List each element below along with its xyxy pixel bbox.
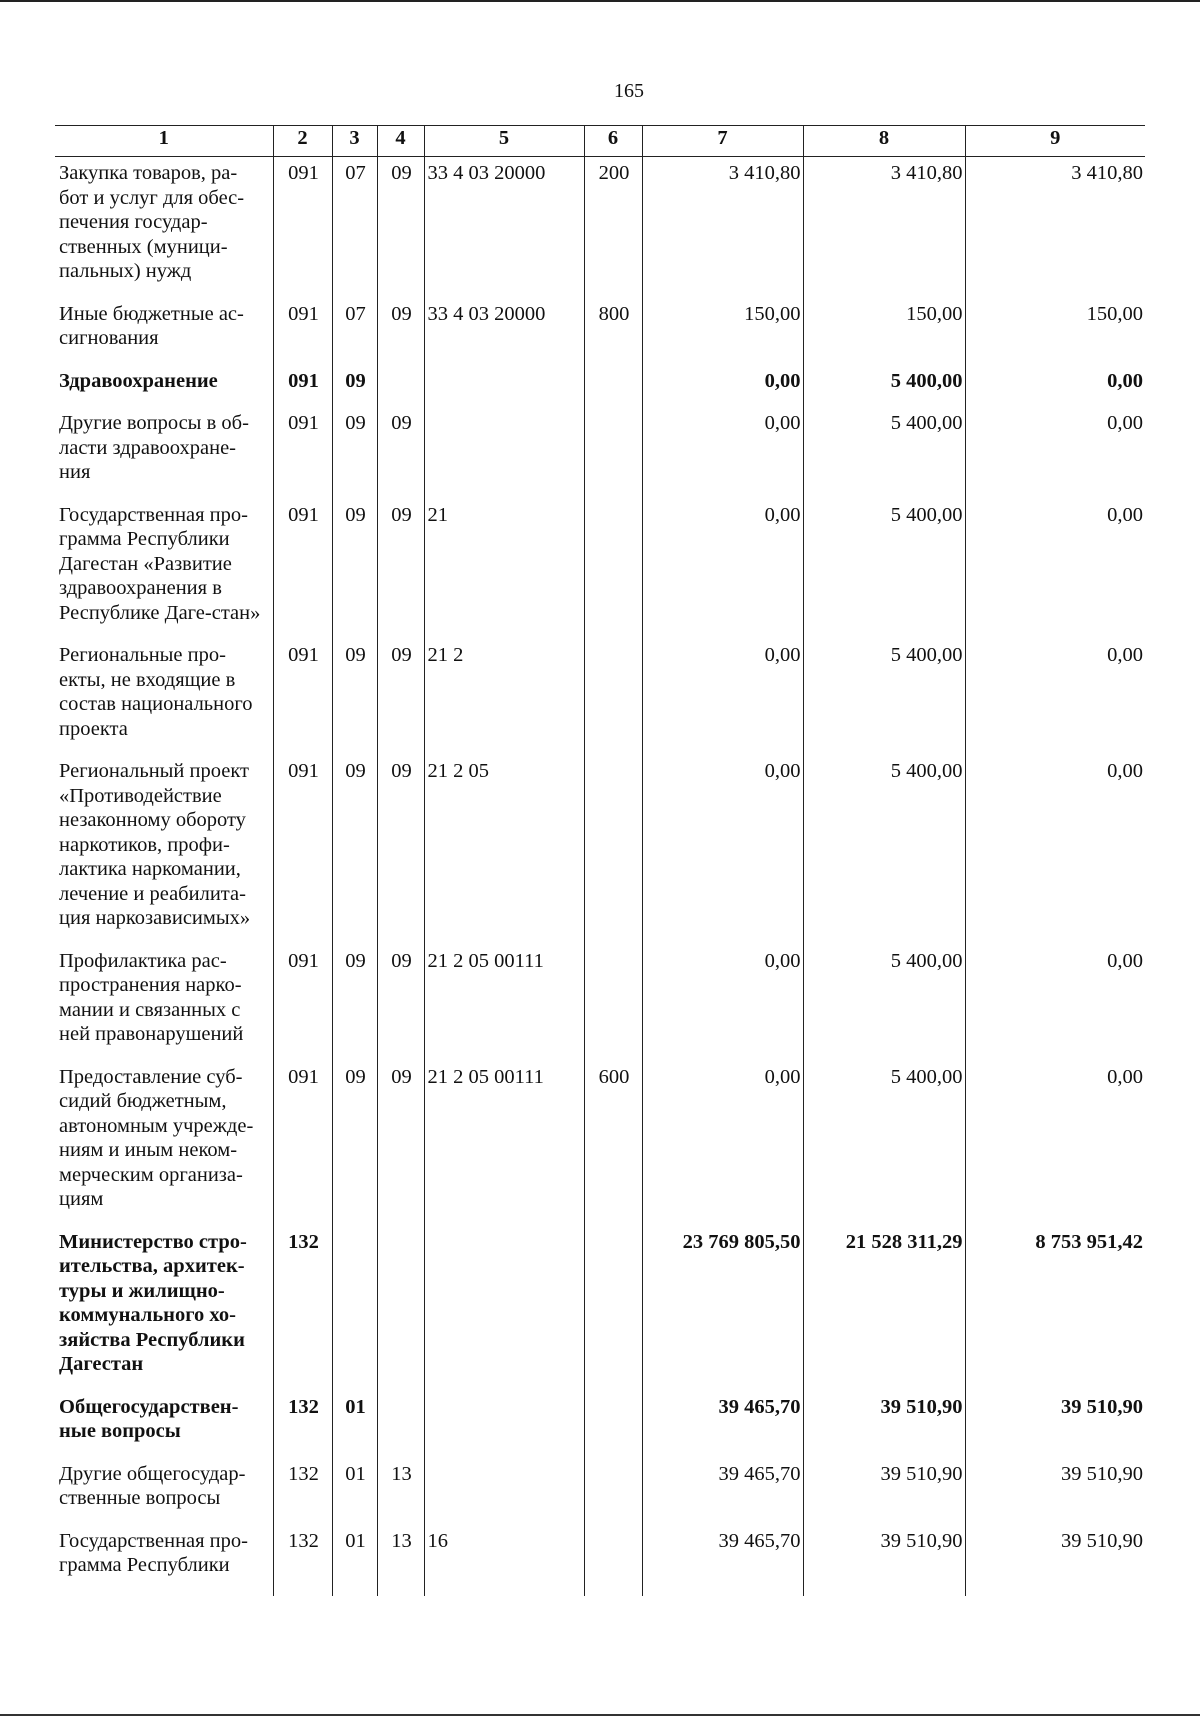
row-subsection-code: 09 xyxy=(377,411,424,503)
table-row xyxy=(55,1395,1145,1462)
row-amount-col7: 0,00 xyxy=(642,1065,803,1230)
row-amount-col9: 0,00 xyxy=(965,411,1145,503)
row-section-code: 01 xyxy=(332,1395,377,1462)
table-row xyxy=(55,759,1145,949)
row-amount-col8: 5 400,00 xyxy=(803,503,965,644)
row-name: Здравоохранение xyxy=(59,369,218,392)
row-subsection-code: 09 xyxy=(377,759,424,949)
table-row xyxy=(55,1230,1145,1395)
budget-table xyxy=(55,125,1145,1596)
row-admin-code: 091 xyxy=(273,503,332,644)
row-target-code xyxy=(424,411,584,503)
row-amount-col8: 21 528 311,29 xyxy=(803,1230,965,1395)
row-section-code: 09 xyxy=(332,369,377,412)
row-subsection-code: 09 xyxy=(377,949,424,1065)
column-header-7: 7 xyxy=(642,126,803,157)
row-amount-col8: 5 400,00 xyxy=(803,1065,965,1230)
row-expense-type xyxy=(584,503,642,644)
table-row xyxy=(55,1529,1145,1596)
row-expense-type xyxy=(584,643,642,759)
row-amount-col9: 39 510,90 xyxy=(965,1395,1145,1462)
row-amount-col8: 3 410,80 xyxy=(803,157,965,302)
row-amount-col7: 0,00 xyxy=(642,759,803,949)
row-target-code xyxy=(424,1462,584,1529)
row-section-code: 09 xyxy=(332,411,377,503)
row-amount-col9: 39 510,90 xyxy=(965,1529,1145,1596)
table-row xyxy=(55,369,1145,412)
row-amount-col7: 23 769 805,50 xyxy=(642,1230,803,1395)
row-amount-col9: 0,00 xyxy=(965,759,1145,949)
row-subsection-code: 09 xyxy=(377,643,424,759)
row-expense-type: 600 xyxy=(584,1065,642,1230)
row-target-code: 21 2 05 00111 xyxy=(424,949,584,1065)
row-amount-col7: 0,00 xyxy=(642,369,803,412)
row-subsection-code: 09 xyxy=(377,157,424,302)
row-name: Другие вопросы в об-ласти здравоохране-ния xyxy=(59,412,249,483)
row-expense-type xyxy=(584,1230,642,1395)
row-name: Другие общегосудар-ственные вопросы xyxy=(59,1462,246,1509)
row-name: Региональный проект «Противодействие незаконному обороту наркотиков, профи-лактика наркомании, лечение и реабилита-ция наркозависимых» xyxy=(59,760,251,929)
row-admin-code: 091 xyxy=(273,759,332,949)
row-expense-type: 200 xyxy=(584,157,642,302)
row-amount-col8: 39 510,90 xyxy=(803,1395,965,1462)
row-expense-type xyxy=(584,411,642,503)
row-name: Общегосударствен-ные вопросы xyxy=(59,1395,239,1442)
row-section-code: 09 xyxy=(332,949,377,1065)
row-amount-col8: 5 400,00 xyxy=(803,759,965,949)
row-expense-type xyxy=(584,949,642,1065)
header-row xyxy=(55,126,1145,157)
column-header-3: 3 xyxy=(332,126,377,157)
row-amount-col9: 0,00 xyxy=(965,503,1145,644)
row-expense-type: 800 xyxy=(584,302,642,369)
row-subsection-code: 13 xyxy=(377,1529,424,1596)
row-section-code: 09 xyxy=(332,759,377,949)
table-row xyxy=(55,1462,1145,1529)
row-target-code: 21 xyxy=(424,503,584,644)
row-amount-col7: 0,00 xyxy=(642,949,803,1065)
scan-top-border xyxy=(0,0,1200,2)
row-admin-code: 091 xyxy=(273,157,332,302)
row-expense-type xyxy=(584,1529,642,1596)
row-name: Государственная про-грамма Республики xyxy=(59,1529,248,1576)
row-name: Министерство стро-ительства, архитек-туры и жилищно-коммунального хо-зяйства Республики Дагестан xyxy=(59,1230,247,1375)
row-subsection-code: 09 xyxy=(377,302,424,369)
row-expense-type xyxy=(584,759,642,949)
row-subsection-code: 09 xyxy=(377,1065,424,1230)
row-admin-code: 091 xyxy=(273,1065,332,1230)
row-section-code: 01 xyxy=(332,1529,377,1596)
row-amount-col7: 0,00 xyxy=(642,643,803,759)
row-amount-col8: 5 400,00 xyxy=(803,949,965,1065)
row-expense-type xyxy=(584,369,642,412)
row-admin-code: 091 xyxy=(273,302,332,369)
row-section-code: 01 xyxy=(332,1462,377,1529)
row-name: Иные бюджетные ас-сигнования xyxy=(59,302,244,349)
row-section-code: 09 xyxy=(332,1065,377,1230)
row-subsection-code: 13 xyxy=(377,1462,424,1529)
table-row xyxy=(55,503,1145,644)
row-amount-col9: 3 410,80 xyxy=(965,157,1145,302)
row-section-code xyxy=(332,1230,377,1395)
row-amount-col8: 5 400,00 xyxy=(803,411,965,503)
row-target-code: 33 4 03 20000 xyxy=(424,157,584,302)
row-section-code: 09 xyxy=(332,503,377,644)
row-amount-col9: 8 753 951,42 xyxy=(965,1230,1145,1395)
row-amount-col9: 0,00 xyxy=(965,643,1145,759)
budget-table-container xyxy=(55,125,1145,1596)
table-row xyxy=(55,1065,1145,1230)
row-name: Предоставление суб-сидий бюджетным, автономным учрежде-ниям и иным неком-мерческим организа-циям xyxy=(59,1065,254,1210)
row-amount-col7: 0,00 xyxy=(642,503,803,644)
row-target-code xyxy=(424,1395,584,1462)
column-header-2: 2 xyxy=(273,126,332,157)
row-admin-code: 091 xyxy=(273,949,332,1065)
table-body xyxy=(55,157,1145,1596)
table-row xyxy=(55,949,1145,1065)
row-admin-code: 091 xyxy=(273,369,332,412)
table-row xyxy=(55,302,1145,369)
row-section-code: 07 xyxy=(332,302,377,369)
row-amount-col7: 39 465,70 xyxy=(642,1529,803,1596)
column-header-9: 9 xyxy=(965,126,1145,157)
row-subsection-code xyxy=(377,1230,424,1395)
row-amount-col9: 0,00 xyxy=(965,1065,1145,1230)
row-target-code: 33 4 03 20000 xyxy=(424,302,584,369)
row-amount-col7: 39 465,70 xyxy=(642,1395,803,1462)
row-admin-code: 091 xyxy=(273,643,332,759)
column-header-4: 4 xyxy=(377,126,424,157)
page-number: 165 xyxy=(614,80,644,102)
column-header-5: 5 xyxy=(424,126,584,157)
row-section-code: 09 xyxy=(332,643,377,759)
row-section-code: 07 xyxy=(332,157,377,302)
row-target-code xyxy=(424,1230,584,1395)
row-subsection-code xyxy=(377,1395,424,1462)
row-name: Закупка товаров, ра-бот и услуг для обес-печения государ-ственных (муници-пальных) нужд xyxy=(59,162,245,282)
row-amount-col8: 5 400,00 xyxy=(803,369,965,412)
row-admin-code: 132 xyxy=(273,1395,332,1462)
row-target-code xyxy=(424,369,584,412)
row-target-code: 21 2 xyxy=(424,643,584,759)
column-header-6: 6 xyxy=(584,126,642,157)
row-amount-col9: 0,00 xyxy=(965,949,1145,1065)
column-header-8: 8 xyxy=(803,126,965,157)
scan-bottom-border xyxy=(0,1714,1200,1716)
row-name: Государственная про-грамма Республики Дагестан «Развитие здравоохранения в Республике Даге-стан» xyxy=(59,503,261,624)
row-amount-col8: 150,00 xyxy=(803,302,965,369)
row-amount-col7: 3 410,80 xyxy=(642,157,803,302)
row-admin-code: 132 xyxy=(273,1462,332,1529)
row-admin-code: 091 xyxy=(273,411,332,503)
table-row xyxy=(55,411,1145,503)
row-amount-col7: 150,00 xyxy=(642,302,803,369)
row-subsection-code xyxy=(377,369,424,412)
column-header-1: 1 xyxy=(55,126,273,157)
row-target-code: 21 2 05 xyxy=(424,759,584,949)
row-expense-type xyxy=(584,1395,642,1462)
row-target-code: 16 xyxy=(424,1529,584,1596)
row-target-code: 21 2 05 00111 xyxy=(424,1065,584,1230)
row-amount-col8: 39 510,90 xyxy=(803,1529,965,1596)
table-row xyxy=(55,157,1145,302)
table-row xyxy=(55,643,1145,759)
row-amount-col7: 0,00 xyxy=(642,411,803,503)
row-amount-col8: 5 400,00 xyxy=(803,643,965,759)
row-amount-col9: 39 510,90 xyxy=(965,1462,1145,1529)
row-admin-code: 132 xyxy=(273,1529,332,1596)
row-name: Региональные про-екты, не входящие в состав национального проекта xyxy=(59,644,253,740)
table-header xyxy=(55,126,1145,157)
row-subsection-code: 09 xyxy=(377,503,424,644)
row-amount-col8: 39 510,90 xyxy=(803,1462,965,1529)
row-amount-col9: 0,00 xyxy=(965,369,1145,412)
row-expense-type xyxy=(584,1462,642,1529)
row-amount-col9: 150,00 xyxy=(965,302,1145,369)
row-amount-col7: 39 465,70 xyxy=(642,1462,803,1529)
row-admin-code: 132 xyxy=(273,1230,332,1395)
row-name: Профилактика рас-пространения нарко-мании и связанных с ней правонарушений xyxy=(59,949,244,1045)
